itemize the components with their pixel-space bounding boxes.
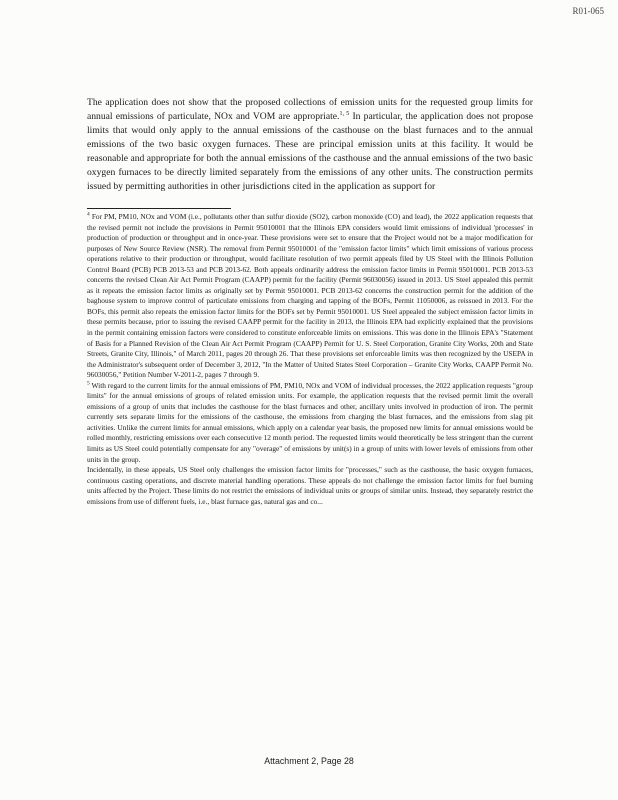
footnotes: [87, 212, 533, 507]
body-text-end: In particular, the application does not propose limits that would only apply to the annual emissions of the casthouse on the blast furnaces and to the annual emissions of the two basic oxygen furnaces. These are principal emission units at this facility. It would be reasonable and appropriate for both the annual emissions of the casthouse and the annual emissions of the two basic oxygen furnaces to be directly limited separately from the emissions of any other units. The construction permits issued by permitting authorities in other jurisdictions cited in the application as support for: [87, 111, 533, 192]
footnote-5: [87, 381, 533, 465]
footnote-mark: 5: [87, 380, 90, 387]
footnote-text: For PM, PM10, NOx and VOM (i.e., pollutants other than sulfur dioxide (SO2), carbon monoxide (CO) and lead), the 2022 application requests that the revised permit not include the provisions in Permit 95010001 that the Illinois EPA considers would limit emissions of individual 'processes' in production of production or throughput and in once-year. These provisions were set to ensure that the Project would not be a major modification for purposes of New Source Review (NSR). The removal from Permit 95010001 of the "emission factor limits" which limit emissions of various process operations relative to their production or throughput, would facilitate resolution of two permit appeals filed by US Steel with the Illinois Pollution Control Board (PCB) PCB 2013-53 and PCB 2013-62. Both appeals ordinarily address the emission factor limits in Permit 95010001. PCB 2013-53 concerns the revised Clean Air Act Permit Program (CAAPP) permit for the facility (Permit 96030056) issued in 2013. US Steel appealed this permit as it repeats the emission factor limits as originally set by Permit 95010001. PCB 2013-62 concerns the construction permit for the addition of the baghouse system to improve control of particulate emissions from charging and tapping of the BOFs, Permit 11050006, as reissued in 2013. For the BOFs, this permit also repeats the emission factor limits for the BOFs set by Permit 95010001. US Steel appealed the subject emission factor limits in these permits because, prior to issuing the revised CAAPP permit for the facility in 2013, the Illinois EPA had explicitly explained that the provisions in the permit containing emission factors were considered to constitute enforceable limits on emissions. This was done in the Illinois EPA's "Statement of Basis for a Planned Revision of the Clean Air Act Permit Program (CAAPP) Permit for U. S. Steel Corporation, Granite City Works, 20th and State Streets, Granite City, Illinois," of March 2011, pages 20 through 26. That these provisions set enforceable limits was then recognized by the USEPA in the Administrator's subsequent order of December 3, 2012, "In the Matter of United States Steel Corporation – Granite City Works, CAAPP Permit No. 96030056," Petition Number V-2011-2, pages 7 through 9.: [87, 212, 534, 380]
body-paragraph: [87, 96, 533, 194]
footnote-text: With regard to the current limits for the annual emissions of PM, PM10, NOx and VOM of individual processes, the 2022 application requests "group limits" for the annual emissions of groups of related emission units. For example, the application requests that the revised permit limit the overall emissions of a group of units that includes the casthouse for the blast furnaces and other, ancillary units involved in production of iron. The permit currently sets separate limits for the emissions of the casthouse, the emissions from charging the blast furnaces, and the emissions from slag pit activities. Unlike the current limits for annual emissions, which apply on a calendar year basis, the proposed new limits for annual emissions would be rolled monthly, restricting emissions over each consecutive 12 month period. The requested limits would theoretically be less stringent than the current limits as US Steel could potentially compensate for any "overage" of emissions by unit(s) in a group of units with lower levels of emissions from other units in the group.: [87, 380, 533, 464]
footnote-text: Incidentally, in these appeals, US Steel only challenges the emission factor limits for "processes," such as the casthouse, the basic oxygen furnaces, continuous casting operations, and discrete material handling operations. These appeals do not challenge the emission factor limits for fuel burning units affected by the Project. These limits do not restrict the emissions of individual units or groups of similar units. Instead, they separately restrict the emissions from use of different fuels, i.e., blast furnace gas, natural gas and co...: [87, 465, 533, 506]
footnote-4: [87, 212, 533, 381]
footnote-continuation: [87, 465, 533, 507]
page-footer: Attachment 2, Page 28: [264, 756, 354, 766]
body-text-start: The application does not show that the proposed collections of emission units for the requested group limits for annual emissions of particulate, NOx and VOM are appropriate.: [87, 97, 533, 122]
footnote-mark: 4: [87, 211, 90, 218]
footnote-reference: 1, 5: [339, 110, 350, 117]
document-id: R01-065: [572, 6, 604, 16]
footnote-separator: [87, 208, 231, 209]
